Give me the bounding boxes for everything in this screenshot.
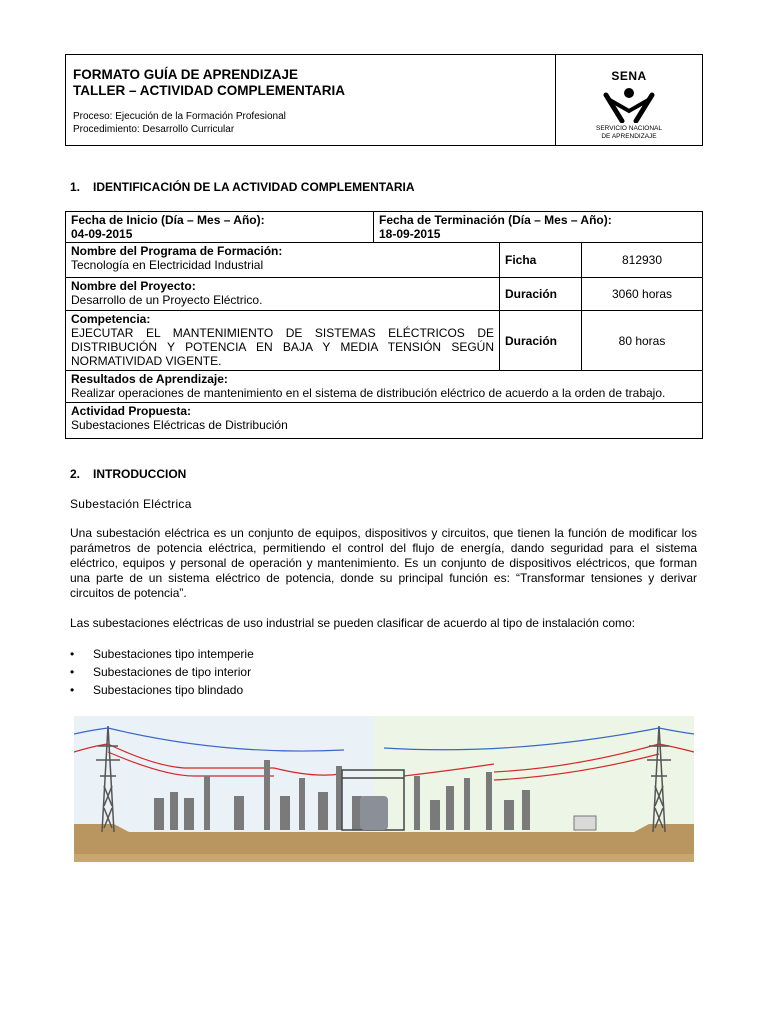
fecha-inicio-label: Fecha de Inicio (Día – Mes – Año): bbox=[71, 213, 265, 227]
section1-heading bbox=[70, 180, 415, 194]
section2-subtitle: Subestación Eléctrica bbox=[70, 497, 192, 511]
table-row-proyecto bbox=[66, 278, 703, 311]
competencia-label: Competencia: bbox=[71, 312, 151, 326]
fecha-fin-label: Fecha de Terminación (Día – Mes – Año): bbox=[379, 213, 612, 227]
fecha-fin-value: 18-09-2015 bbox=[379, 227, 441, 241]
header-procedimiento: Procedimiento: Desarrollo Curricular bbox=[73, 124, 235, 135]
list-item bbox=[70, 645, 254, 663]
cell-fecha-inicio bbox=[66, 212, 374, 243]
cell-fecha-fin bbox=[374, 212, 703, 243]
transformer bbox=[360, 796, 388, 830]
section1-title: IDENTIFICACIÓN DE LA ACTIVIDAD COMPLEMENTARIA bbox=[93, 180, 415, 194]
resultados-value: Realizar operaciones de mantenimiento en el sistema de distribución eléctrico de acuerdo a la orden de trabajo. bbox=[71, 386, 666, 400]
logo-caption-line2: DE APRENDIZAJE bbox=[601, 133, 657, 140]
duracion-competencia-label: Duración bbox=[500, 311, 582, 371]
substation-illustration bbox=[74, 716, 694, 862]
logo-word: SENA bbox=[611, 69, 647, 83]
cell-competencia bbox=[66, 311, 500, 371]
duracion-competencia-value: 80 horas bbox=[582, 311, 703, 371]
header-proceso: Proceso: Ejecución de la Formación Profesional bbox=[73, 111, 286, 122]
actividad-label: Actividad Propuesta: bbox=[71, 404, 192, 418]
proyecto-label: Nombre del Proyecto: bbox=[71, 279, 196, 293]
proyecto-value: Desarrollo de un Proyecto Eléctrico. bbox=[71, 293, 263, 307]
cell-actividad bbox=[66, 403, 703, 439]
substation-types-list bbox=[70, 645, 254, 699]
header-title-line1: FORMATO GUÍA DE APRENDIZAJE bbox=[73, 67, 299, 82]
ground-edge bbox=[74, 854, 694, 862]
header-title-line2: TALLER – ACTIVIDAD COMPLEMENTARIA bbox=[73, 83, 345, 98]
header-text-block bbox=[66, 55, 556, 145]
programa-value: Tecnología en Electricidad Industrial bbox=[71, 258, 264, 272]
section2-title: INTRODUCCION bbox=[93, 467, 187, 481]
table-row-resultados bbox=[66, 371, 703, 403]
actividad-value: Subestaciones Eléctricas de Distribución bbox=[71, 418, 288, 432]
intro-paragraph-1: Una subestación eléctrica es un conjunto de equipos, dispositivos y circuitos, que tienen la función de modificar los parámetros de potencia eléctrica, permitiendo el control del flujo de energía, dando seguridad para el sistema eléctrico, equipos y personal de operación y mantenimiento. Es un conjunto de dispositivos eléctricos, que forman una parte de un sistema eléctrico de potencia, donde su principal función es: “Transformar tensiones y derivar circuitos de potencia”. bbox=[70, 526, 697, 600]
section2-heading bbox=[70, 467, 186, 481]
activity-identification-table bbox=[65, 211, 703, 439]
bullet-icon: • bbox=[70, 683, 75, 697]
table-row-actividad bbox=[66, 403, 703, 439]
control-house bbox=[574, 816, 596, 830]
list-item-text: Subestaciones de tipo interior bbox=[93, 665, 252, 679]
cell-proyecto bbox=[66, 278, 500, 311]
logo-caption-line1: SERVICIO NACIONAL bbox=[596, 125, 662, 132]
list-item bbox=[70, 663, 254, 681]
list-item-text: Subestaciones tipo blindado bbox=[93, 683, 244, 697]
table-row-programa bbox=[66, 243, 703, 278]
resultados-label: Resultados de Aprendizaje: bbox=[71, 372, 228, 386]
sena-logo bbox=[556, 55, 702, 145]
document-header bbox=[65, 54, 703, 146]
bullet-icon: • bbox=[70, 647, 75, 661]
duracion-proyecto-value: 3060 horas bbox=[582, 278, 703, 311]
logo-caption bbox=[556, 125, 702, 141]
table-row-competencia bbox=[66, 311, 703, 371]
section1-number: 1. bbox=[70, 180, 81, 194]
cell-programa bbox=[66, 243, 500, 278]
fecha-inicio-value: 04-09-2015 bbox=[71, 227, 133, 241]
programa-label: Nombre del Programa de Formación: bbox=[71, 244, 283, 258]
sky-left bbox=[74, 716, 374, 838]
competencia-value: EJECUTAR EL MANTENIMIENTO DE SISTEMAS ELÉCTRICOS DE DISTRIBUCIÓN Y POTENCIA EN BAJA Y MEDIA TENSIÓN SEGÚN NORMATIVIDAD VIGENTE. bbox=[71, 326, 494, 368]
ficha-label: Ficha bbox=[500, 243, 582, 278]
list-item-text: Subestaciones tipo intemperie bbox=[93, 647, 254, 661]
cell-resultados bbox=[66, 371, 703, 403]
intro-paragraph-2: Las subestaciones eléctricas de uso industrial se pueden clasificar de acuerdo al tipo de instalación como: bbox=[70, 616, 635, 630]
table-row-dates bbox=[66, 212, 703, 243]
list-item bbox=[70, 681, 254, 699]
ficha-value: 812930 bbox=[582, 243, 703, 278]
section2-number: 2. bbox=[70, 467, 81, 481]
bullet-icon: • bbox=[70, 665, 75, 679]
duracion-proyecto-label: Duración bbox=[500, 278, 582, 311]
